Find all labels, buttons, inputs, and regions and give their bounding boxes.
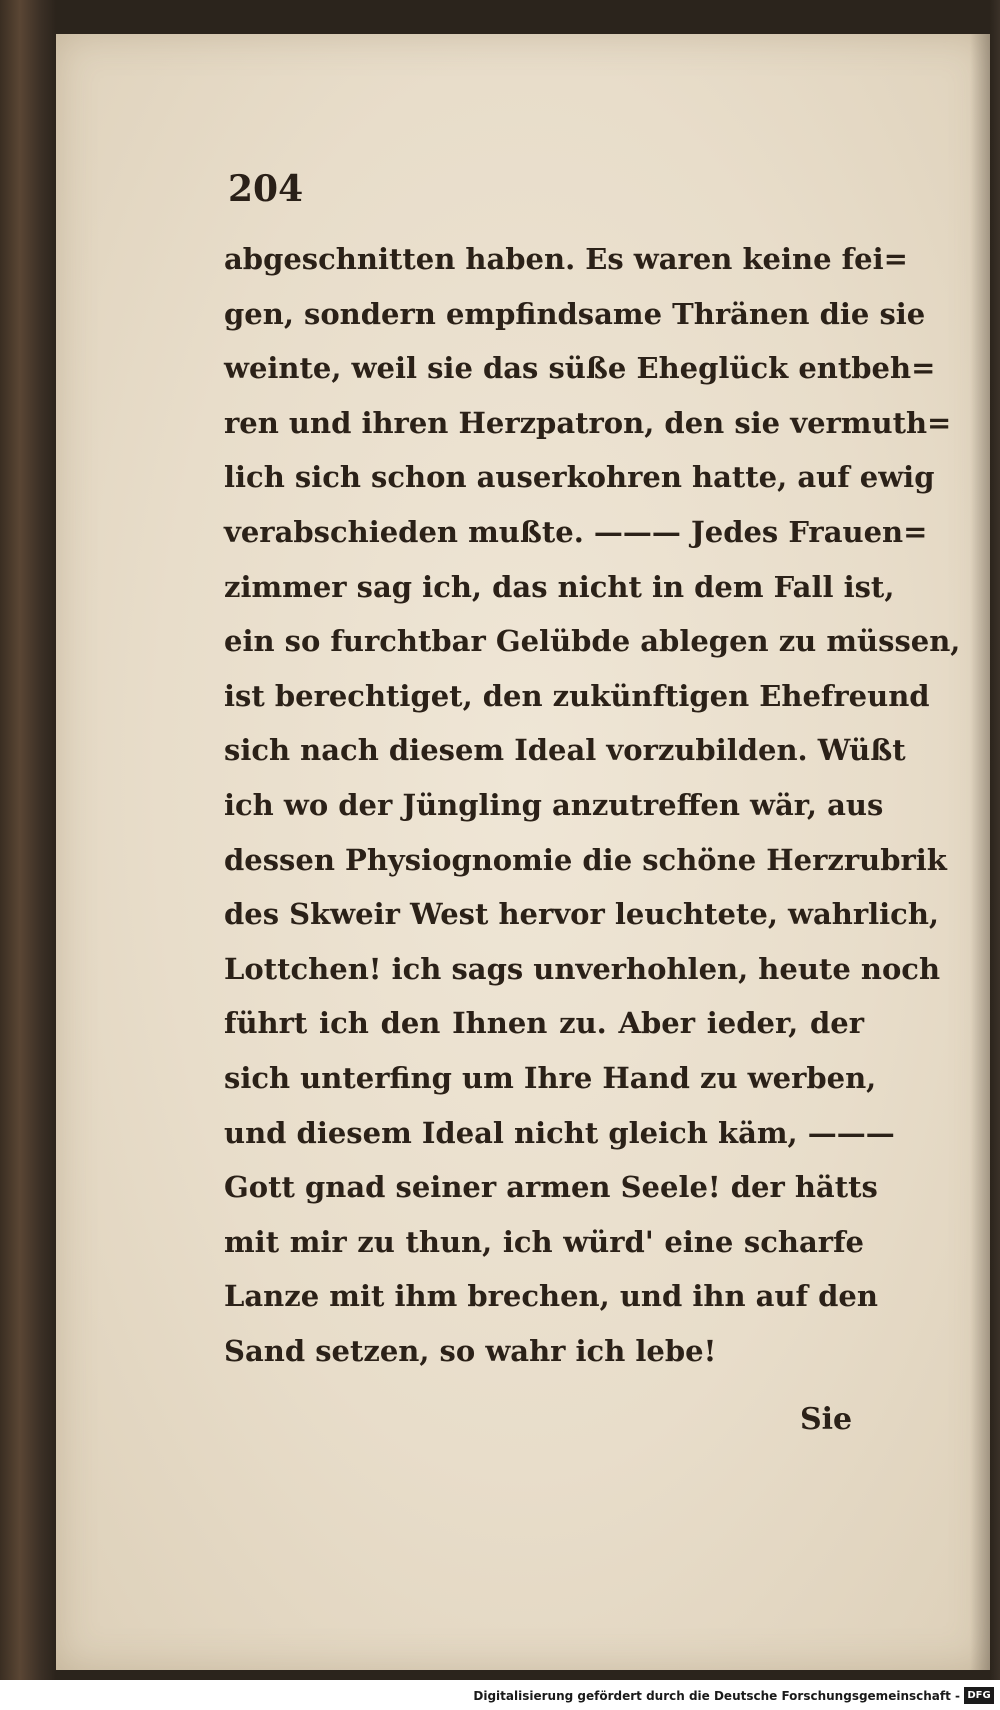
text-line: sich nach diesem Ideal vorzubilden. Wüßt xyxy=(224,733,906,768)
text-line: und diesem Ideal nicht gleich käm, ——— xyxy=(224,1115,895,1150)
text-line: Lanze mit ihm brechen, und ihn auf den xyxy=(224,1279,878,1314)
text-line: ren und ihren Herzpatron, den sie vermuth= xyxy=(224,405,952,440)
dfg-logo: DFG xyxy=(964,1687,994,1704)
text-line: verabschieden mußte. ——— Jedes Frauen= xyxy=(224,514,928,549)
text-line: gen, sondern empfindsame Thränen die sie xyxy=(224,296,926,331)
page-text xyxy=(224,232,961,1378)
text-line: mit mir zu thun, ich würd' eine scharfe xyxy=(224,1224,864,1259)
text-line: dessen Physiognomie die schöne Herzrubrik xyxy=(224,842,947,877)
text-line: Gott gnad seiner armen Seele! der hätts xyxy=(224,1170,878,1205)
page-edge-shadow xyxy=(970,34,990,1670)
text-line: ich wo der Jüngling anzutreffen wär, aus xyxy=(224,787,884,822)
catchword: Sie xyxy=(800,1402,853,1437)
text-line: des Skweir West hervor leuchtete, wahrlich, xyxy=(224,897,940,932)
text-line: zimmer sag ich, das nicht in dem Fall ist, xyxy=(224,569,895,604)
text-line: ein so furchtbar Gelübde ablegen zu müssen, xyxy=(224,624,961,659)
text-line: sich unterfing um Ihre Hand zu werben, xyxy=(224,1060,877,1095)
text-line: Lottchen! ich sags unverhohlen, heute noch xyxy=(224,951,941,986)
text-line: lich sich schon auserkohren hatte, auf ewig xyxy=(224,460,935,495)
text-line: ist berechtiget, den zukünftigen Ehefreund xyxy=(224,678,930,713)
text-line: abgeschnitten haben. Es waren keine fei= xyxy=(224,242,908,276)
text-line: führt ich den Ihnen zu. Aber ieder, der xyxy=(224,1006,864,1041)
funding-credit: Digitalisierung gefördert durch die Deutsche Forschungsgemeinschaft - xyxy=(473,1689,960,1703)
page-number: 204 xyxy=(228,168,304,210)
digitization-footer xyxy=(0,1680,1000,1710)
text-line: Sand setzen, so wahr ich lebe! xyxy=(224,1333,717,1368)
text-line: weinte, weil sie das süße Eheglück entbeh= xyxy=(224,351,936,386)
